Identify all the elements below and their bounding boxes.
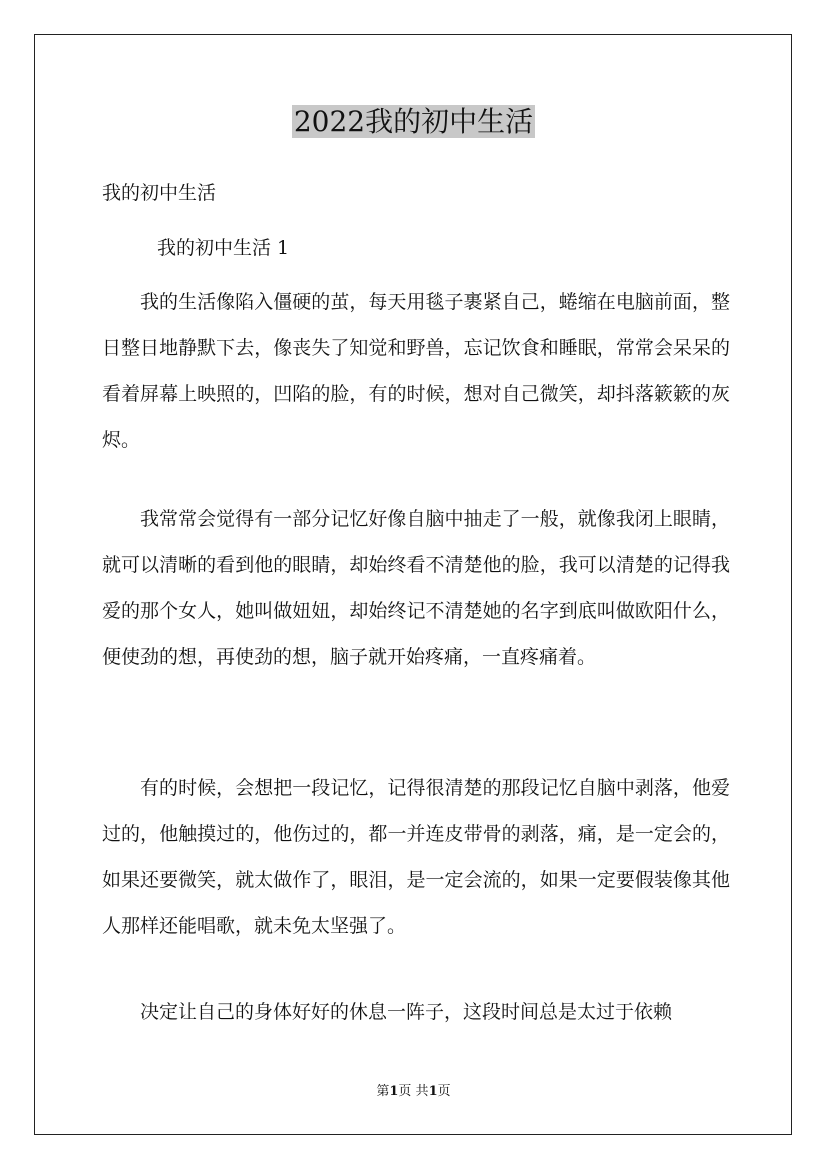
document-title-text: 2022我的初中生活 [293, 105, 534, 138]
paragraph-4: 决定让自己的身体好好的休息一阵子，这段时间总是太过于依赖 [140, 1001, 673, 1023]
paragraph-2: 我常常会觉得有一部分记忆好像自脑中抽走了一般，就像我闭上眼睛，就可以清晰的看到他的眼睛，却始终看不清楚他的脸，我可以清楚的记得我爱的那个女人，她叫做妞妞，却始终记不清楚她的名字到底叫做欧阳什么，便使劲的想，再使劲的想，脑子就开始疼痛，一直疼痛着。 [102, 508, 730, 668]
footer-page-total: 1 [428, 1084, 438, 1099]
footer-page-prefix: 第 [376, 1084, 390, 1099]
section-heading: 我的初中生活 1 [157, 237, 290, 259]
document-title [0, 102, 827, 142]
footer-page-suffix: 页 [437, 1084, 451, 1099]
footer-page-current: 1 [389, 1084, 399, 1099]
footer-page-mid: 页 共 [398, 1084, 429, 1099]
paragraph-1: 我的生活像陷入僵硬的茧，每天用毯子裹紧自己，蜷缩在电脑前面，整日整日地静默下去，像丧失了知觉和野兽，忘记饮食和睡眠，常常会呆呆的看着屏幕上映照的，凹陷的脸，有的时候，想对自己微笑，却抖落簌簌的灰烬。 [102, 291, 730, 451]
document-subtitle: 我的初中生活 [102, 182, 217, 204]
paragraph-3: 有的时候，会想把一段记忆，记得很清楚的那段记忆自脑中剥落，他爱过的，他触摸过的，他伤过的，都一并连皮带骨的剥落，痛，是一定会的，如果还要微笑，就太做作了，眼泪，是一定会流的，如果一定要假装像其他人那样还能唱歌，就未免太坚强了。 [102, 777, 730, 937]
page-footer [0, 1083, 827, 1101]
